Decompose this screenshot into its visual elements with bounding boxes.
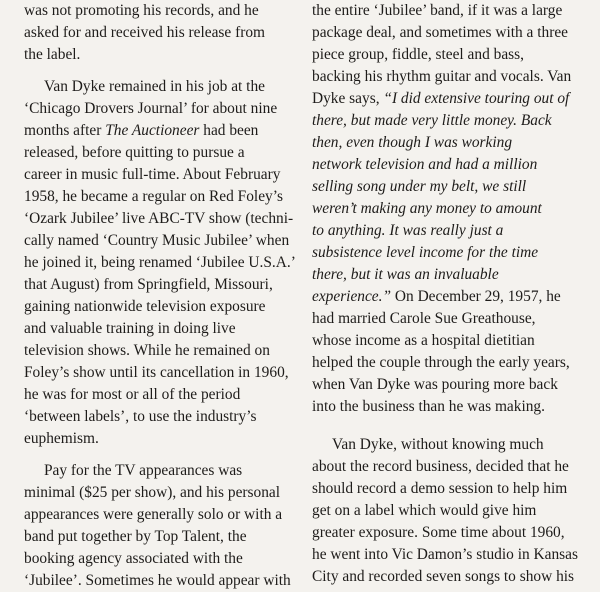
text-line: the label. [24,46,81,63]
text-line [312,88,587,110]
text-line: Van Dyke, without knowing much [332,436,544,453]
text-line: ‘Ozark Jubilee’ live ABC-TV show (techni- [24,210,294,227]
quote-line: network television and had a million [312,156,538,173]
right-column [312,0,587,588]
text-line: ‘Chicago Drovers Journal’ for about nine [24,100,278,117]
text-line: the entire ‘Jubilee’ band, if it was a large [312,2,563,19]
quote-text: “I did extensive touring out of [383,90,570,107]
text-line: when Van Dyke was pouring more back [312,376,558,393]
quote-line: to anything. It was really just a [312,222,504,239]
text-span: had been [199,122,259,139]
quote-line: there, but it was an invaluable [312,266,499,283]
quote-line: weren’t making any money to amount [312,200,542,217]
text-line: cally named ‘Country Music Jubilee’ when [24,232,290,249]
text-line: City and recorded seven songs to show his [312,568,575,585]
text-line: was not promoting his records, and he [24,2,259,19]
quote-line: then, even though I was working [312,134,513,151]
quote-line: there, but made very little money. Back [312,112,552,129]
right-paragraph-2 [312,434,587,588]
text-span: months after [24,122,106,139]
text-line: 1958, he became a regular on Red Foley’s [24,188,283,205]
text-line: greater exposure. Some time about 1960, [312,524,565,541]
text-span: Dyke says, [312,90,384,107]
text-line: that August) from Springfield, Missouri, [24,276,273,293]
text-line: and valuable training in doing live [24,320,236,337]
text-line: booking agency associated with the [24,550,243,567]
text-line: gaining nationwide television exposure [24,298,266,315]
text-line: band put together by Top Talent, the [24,528,247,545]
text-line: he was for most or all of the period [24,386,241,403]
text-line: Van Dyke remained in his job at the [44,78,265,95]
text-line: package deal, and sometimes with a three [312,24,568,41]
left-paragraph-1 [24,0,299,66]
text-line [312,286,587,308]
text-line: piece group, fiddle, steel and bass, [312,46,524,63]
text-line: backing his rhythm guitar and vocals. Van [312,68,572,85]
quote-text: experience.” [312,288,392,305]
text-line: asked for and received his release from [24,24,266,41]
text-line: ‘Jubilee’. Sometimes he would appear with [24,572,291,589]
text-line: into the business than he was making. [312,398,545,415]
text-line: helped the couple through the early years, [312,354,570,371]
text-line: appearances were generally solo or with a [24,506,283,523]
text-line: minimal ($25 per show), and his personal [24,484,281,501]
text-line: Foley’s show until its cancellation in 1960, [24,364,289,381]
text-line: Pay for the TV appearances was [44,462,243,479]
text-line: get on a label which would give him [312,502,537,519]
book-title: The Auctioneer [105,122,200,139]
text-line: whose income as a hospital dietitian [312,332,535,349]
text-line: career in music full-time. About February [24,166,281,183]
text-line: had married Carole Sue Greathouse, [312,310,536,327]
text-line [24,120,299,142]
text-line: about the record business, decided that he [312,458,569,475]
right-paragraph-1 [312,0,587,418]
text-line: ‘between labels’, to use the industry’s [24,408,257,425]
left-paragraph-3 [24,460,299,592]
text-line: euphemism. [24,430,99,447]
quote-line: selling song under my belt, we still [312,178,527,195]
text-span: On December 29, 1957, he [391,288,561,305]
text-line: should record a demo session to help him [312,480,568,497]
left-column [24,0,299,592]
quote-line: subsistence level income for the time [312,244,539,261]
left-paragraph-2 [24,76,299,450]
text-line: television shows. While he remained on [24,342,270,359]
text-line: he joined it, being renamed ‘Jubilee U.S.A.’ [24,254,296,271]
text-line: he went into Vic Damon’s studio in Kansas [312,546,578,563]
text-line: released, before quitting to pursue a [24,144,245,161]
